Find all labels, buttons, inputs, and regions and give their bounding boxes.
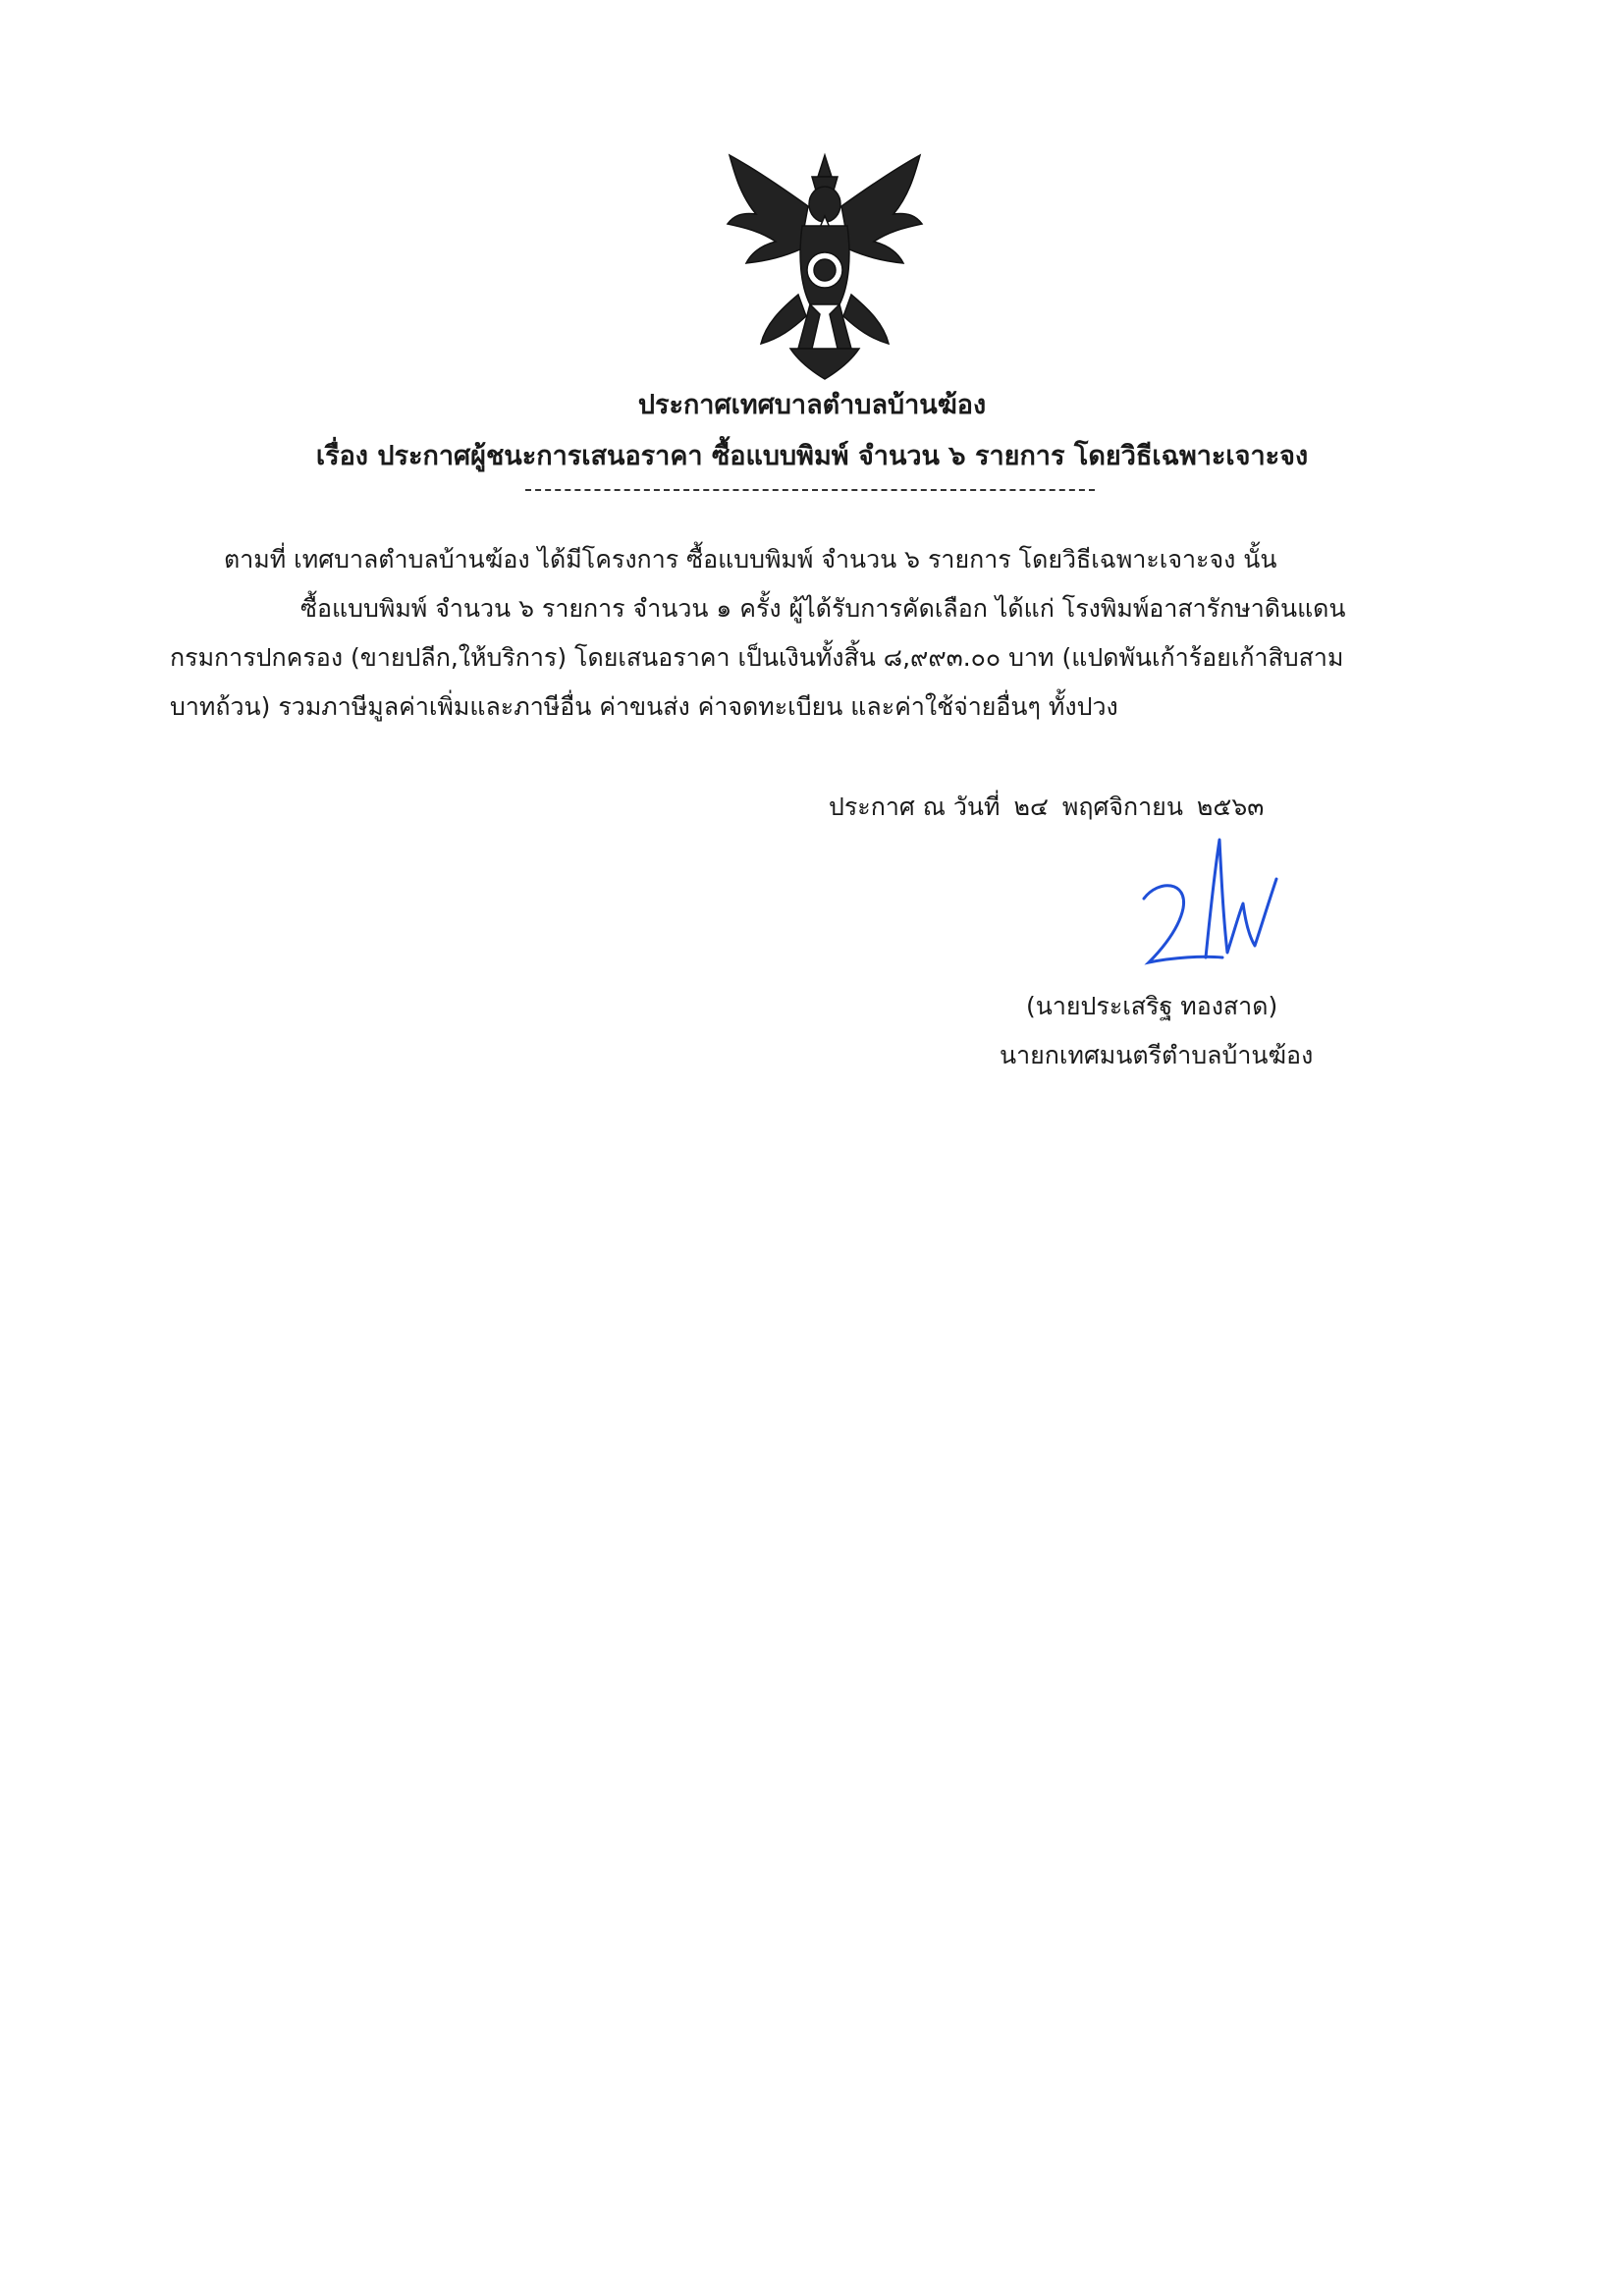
body-line-2: ซื้อแบบพิมพ์ จำนวน ๖ รายการ จำนวน ๑ ครั้ง ผู้ได้รับการคัดเลือก ได้แก่ โรงพิมพ์อาสารักษาดินแดน — [300, 594, 1346, 623]
signatory-position: นายกเทศมนตรีตำบลบ้านฆ้อง — [1000, 1041, 1314, 1069]
date-day: ๒๔ — [1013, 793, 1049, 821]
body-line-4: บาทถ้วน) รวมภาษีมูลค่าเพิ่มและภาษีอื่น ค่าขนส่ง ค่าจดทะเบียน และค่าใช้จ่ายอื่นๆ ทั้งปวง — [170, 692, 1118, 721]
announcement-subject: เรื่อง ประกาศผู้ชนะการเสนอราคา ซื้อแบบพิมพ์ จำนวน ๖ รายการ โดยวิธีเฉพาะเจาะจง — [315, 441, 1309, 471]
body-line-3: กรมการปกครอง (ขายปลีก,ให้บริการ) โดยเสนอราคา เป็นเงินทั้งสิ้น ๘,๙๙๓.๐๐ บาท (แปดพันเก้าร้อยเก้าสิบสาม — [170, 643, 1344, 672]
garuda-emblem-icon — [722, 147, 928, 383]
date-prefix: ประกาศ ณ วันที่ — [829, 793, 1001, 821]
handwritten-signature — [1129, 820, 1306, 977]
divider-line — [525, 489, 1095, 491]
signatory-name: (นายประเสริฐ ทองสาด) — [1026, 992, 1278, 1020]
announcement-title: ประกาศเทศบาลตำบลบ้านฆ้อง — [637, 390, 987, 420]
date-month: พฤศจิกายน — [1061, 793, 1183, 821]
date-year: ๒๕๖๓ — [1196, 793, 1265, 821]
body-line-1: ตามที่ เทศบาลตำบลบ้านฆ้อง ได้มีโครงการ ซื้อแบบพิมพ์ จำนวน ๖ รายการ โดยวิธีเฉพาะเจาะจง นั้น — [224, 545, 1277, 574]
